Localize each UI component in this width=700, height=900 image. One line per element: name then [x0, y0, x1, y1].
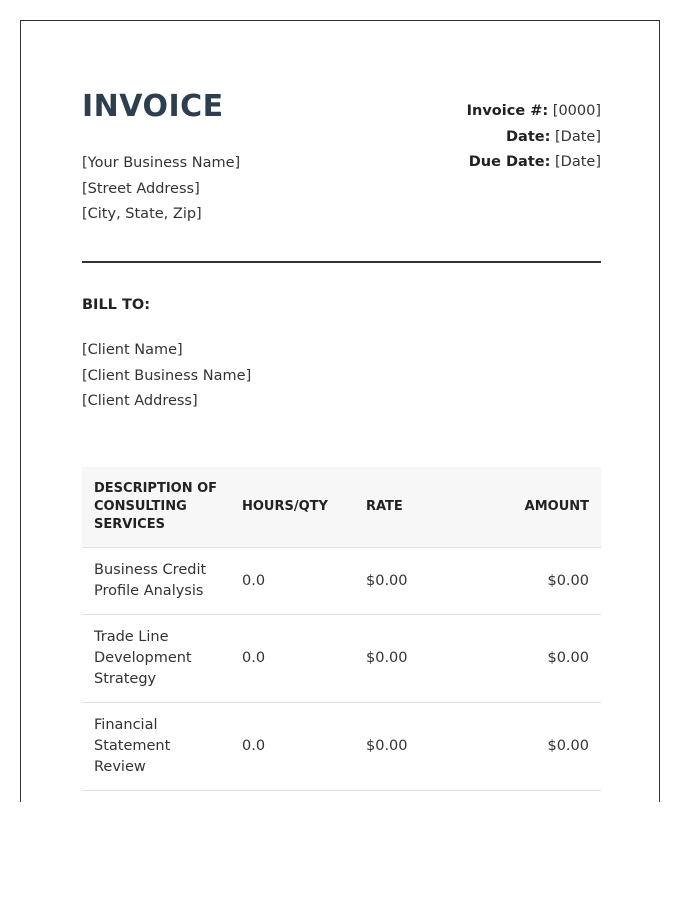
- header-description: DESCRIPTION OF CONSULTING SERVICES: [82, 467, 230, 548]
- table-row: [82, 548, 601, 615]
- services-table-head: [82, 467, 601, 548]
- client-info: [82, 338, 251, 415]
- row-amount: $0.00: [478, 703, 601, 791]
- row-description: Business Credit Profile Analysis: [82, 548, 230, 615]
- invoice-number-value: [0000]: [552, 103, 601, 119]
- table-header-row: [82, 467, 601, 548]
- invoice-number-line: [467, 99, 601, 125]
- invoice-title: INVOICE: [82, 89, 224, 124]
- row-description: Financial Statement Review: [82, 703, 230, 791]
- invoice-meta: [467, 99, 601, 176]
- row-amount: $0.00: [478, 615, 601, 703]
- header-qty: HOURS/QTY: [230, 467, 354, 548]
- business-info: [82, 151, 240, 228]
- bill-to-heading: BILL TO:: [82, 297, 150, 313]
- invoice-page: [20, 20, 660, 802]
- client-address: [Client Address]: [82, 393, 198, 409]
- services-table-body: [82, 548, 601, 791]
- invoice-due-value: [Date]: [555, 154, 601, 170]
- business-city: [City, State, Zip]: [82, 206, 202, 222]
- invoice-date-label: Date:: [506, 128, 551, 145]
- row-rate: $0.00: [354, 548, 478, 615]
- row-qty: 0.0: [230, 615, 354, 703]
- invoice-date-value: [Date]: [555, 128, 601, 145]
- table-row: [82, 703, 601, 791]
- row-qty: 0.0: [230, 548, 354, 615]
- row-description: Trade Line Development Strategy: [82, 615, 230, 703]
- client-name: [Client Name]: [82, 342, 183, 358]
- header-amount: AMOUNT: [478, 467, 601, 548]
- invoice-date-line: [467, 125, 601, 151]
- header-rate: RATE: [354, 467, 478, 548]
- row-rate: $0.00: [354, 615, 478, 703]
- invoice-due-label: Due Date:: [468, 154, 551, 170]
- invoice-due-line: [467, 150, 601, 176]
- invoice-number-label: Invoice #:: [466, 103, 549, 119]
- business-name: [Your Business Name]: [82, 155, 241, 171]
- row-qty: 0.0: [230, 703, 354, 791]
- table-row: [82, 615, 601, 703]
- business-street: [Street Address]: [82, 180, 200, 197]
- client-business-name: [Client Business Name]: [82, 367, 252, 384]
- row-rate: $0.00: [354, 703, 478, 791]
- header-divider: [82, 261, 601, 263]
- row-amount: $0.00: [478, 548, 601, 615]
- services-table: [82, 467, 601, 791]
